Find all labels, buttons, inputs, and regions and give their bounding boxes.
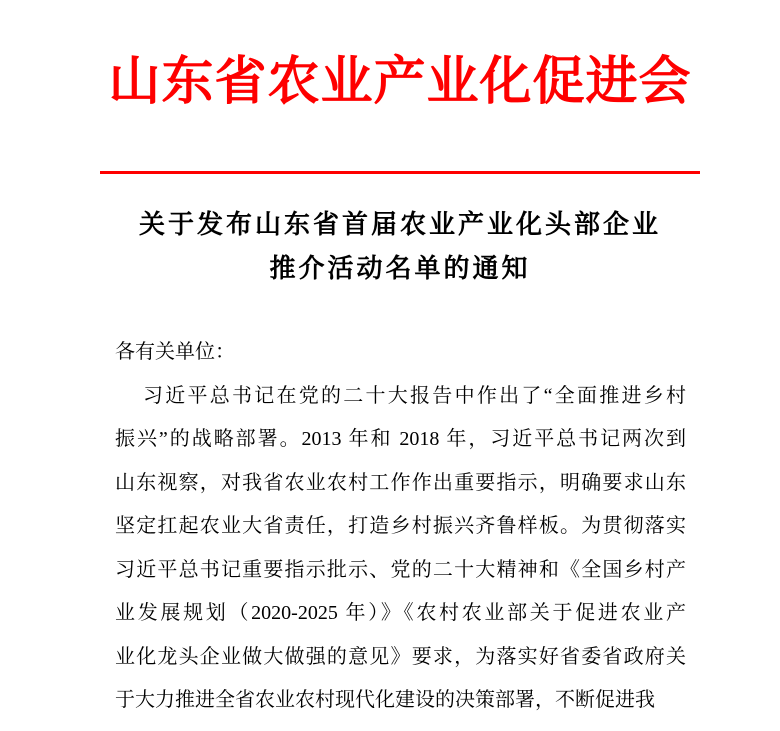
body-text-line: 业发展规划（2020-2025 年）》《农村农业部关于促进农业产: [115, 602, 686, 624]
letterhead-divider-line: [100, 171, 700, 174]
body-text-line: 振兴”的战略部署。2013 年和 2018 年，习近平总书记两次到: [115, 428, 686, 450]
document-content: [100, 0, 700, 723]
body-text-line: 山东视察，对我省农业农村工作作出重要指示，明确要求山东: [115, 471, 686, 494]
notice-title: [100, 203, 700, 290]
body-text-line: 习近平总书记在党的二十大报告中作出了“全面推进乡村: [143, 384, 686, 407]
salutation: 各有关单位：: [115, 341, 235, 363]
notice-body: [100, 331, 700, 723]
body-text-line: 习近平总书记重要指示批示、党的二十大精神和《全国乡村产: [115, 558, 686, 581]
notice-title-line1: 关于发布山东省首届农业产业化头部企业: [138, 209, 661, 239]
body-text-line: 坚定扛起农业大省责任，打造乡村振兴齐鲁样板。为贯彻落实: [115, 515, 686, 537]
letterhead-org-title: 山东省农业产业化促进会: [108, 54, 692, 111]
body-text-line: 业化龙头企业做大做强的意见》要求，为落实好省委省政府关: [115, 645, 686, 668]
body-text-line: 于大力推进全省农业农村现代化建设的决策部署，不断促进我: [115, 689, 655, 711]
notice-title-line2: 推介活动名单的通知: [269, 252, 531, 283]
